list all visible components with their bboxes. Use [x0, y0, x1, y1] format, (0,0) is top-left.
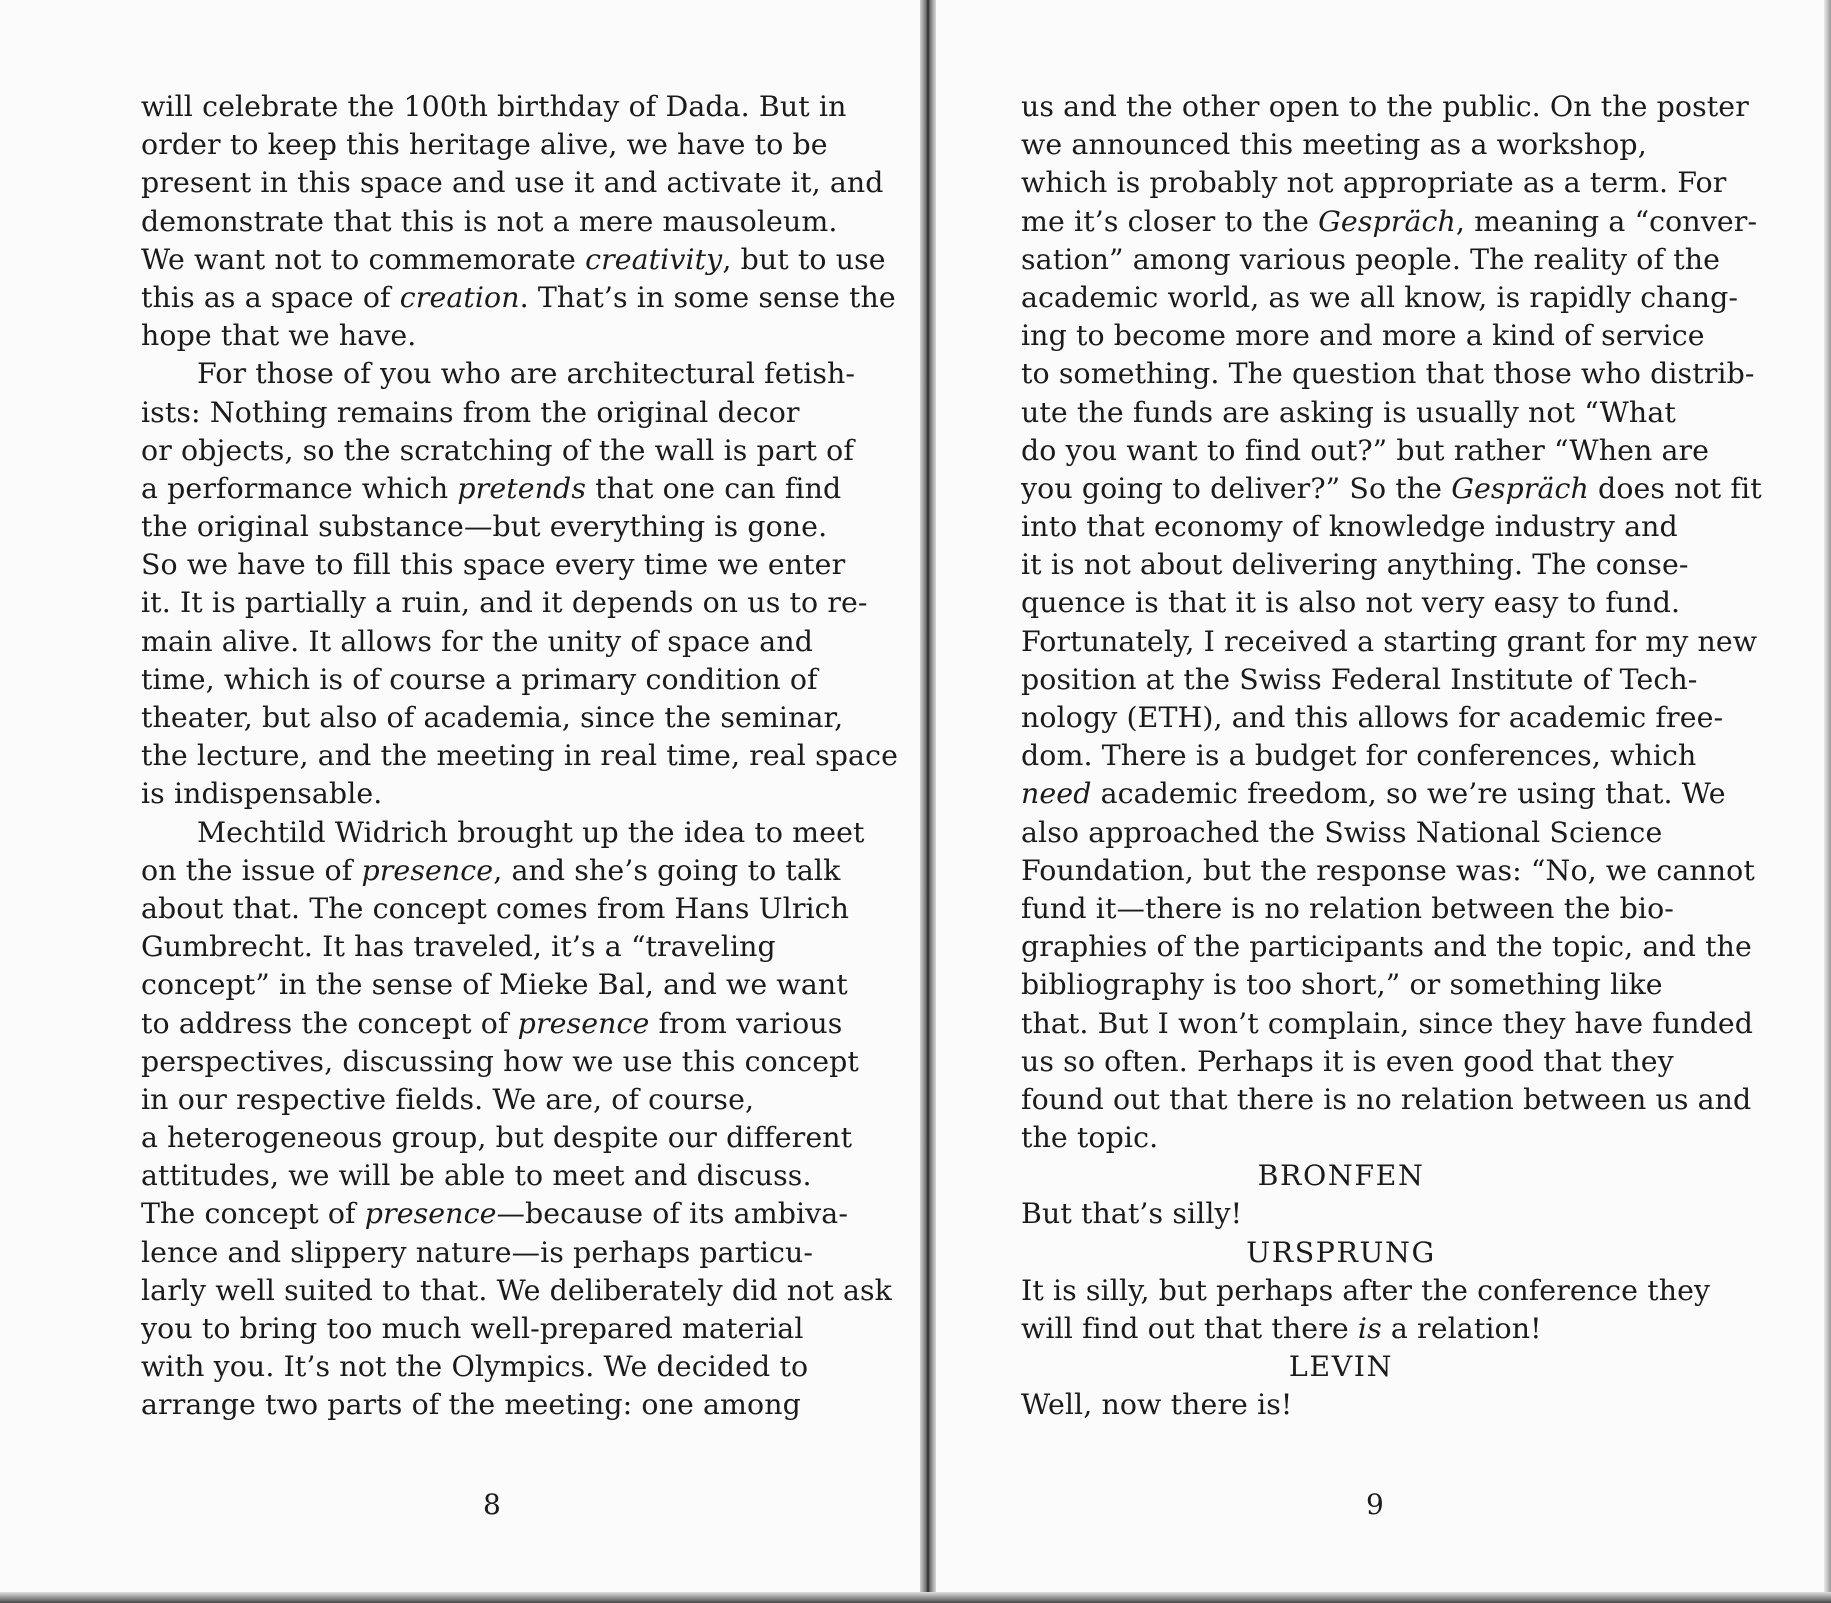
text-run: So we have to fill this space every time we enter: [141, 548, 846, 582]
text-line: [141, 88, 861, 126]
text-run: you to bring too much well-prepared material: [141, 1312, 804, 1345]
text-run: sation” among various people. The reality of the: [1021, 242, 1720, 276]
text-run: It is silly, but perhaps after the conference they: [1021, 1273, 1711, 1307]
text-run: , and she’s going to talk: [493, 853, 841, 887]
text-run: the original substance—but everything is gone.: [141, 510, 828, 544]
italic-text: is: [1357, 1312, 1382, 1345]
text-run: bibliography is too short,” or something like: [1021, 968, 1663, 1002]
text-run: LEVIN: [1288, 1350, 1394, 1384]
text-run: about that. The concept comes from Hans Ulrich: [141, 891, 850, 925]
italic-text: need: [1021, 777, 1092, 811]
text-run: it. It is partially a ruin, and it depends on us to re-: [141, 586, 868, 620]
text-line: [141, 852, 861, 890]
text-run: attitudes, we will be able to meet and discuss.: [141, 1159, 812, 1193]
text-line: [1021, 1005, 1754, 1043]
text-run: hope that we have.: [141, 319, 417, 353]
text-line: [141, 928, 861, 966]
text-line: [1021, 890, 1741, 928]
text-run: you going to deliver?” So the: [1021, 471, 1452, 505]
text-line: [1021, 1195, 1741, 1233]
speaker-name: [1021, 1157, 1661, 1195]
text-line: [1021, 1043, 1741, 1081]
text-line: [141, 164, 884, 202]
text-run: position at the Swiss Federal Institute of Tech-: [1021, 662, 1698, 696]
text-line: [141, 814, 865, 852]
text-line: [1021, 814, 1741, 852]
text-line: [141, 1348, 861, 1386]
text-line: [1021, 470, 1762, 508]
text-run: to address the concept of: [141, 1006, 518, 1040]
text-line: [141, 1386, 861, 1424]
text-run: a relation!: [1381, 1312, 1542, 1345]
italic-text: creation: [399, 280, 520, 314]
text-run: concept” in the sense of Mieke Bal, and we want: [141, 968, 848, 1002]
text-run: perspectives, discussing how we use this concept: [141, 1044, 859, 1078]
text-line: [141, 279, 896, 317]
text-run: Foundation, but the response was: “No, we cannot: [1021, 853, 1755, 887]
text-run: will find out that there: [1021, 1312, 1358, 1345]
right-page-text: [1021, 88, 1762, 1425]
text-line: [141, 546, 861, 584]
speaker-name: [1021, 1234, 1661, 1272]
italic-text: Gespräch: [1451, 471, 1589, 505]
text-run: found out that there is no relation between us and: [1021, 1082, 1752, 1116]
text-run: this as a space of: [141, 280, 400, 314]
text-line: [1021, 852, 1755, 890]
text-run: will celebrate the 100th birthday of Dada. But in: [141, 90, 847, 123]
text-run: The concept of: [141, 1197, 365, 1231]
page-edge-bottom: [0, 1592, 1831, 1603]
text-run: is indispensable.: [141, 777, 383, 811]
text-run: dom. There is a budget for conferences, which: [1021, 739, 1697, 773]
text-line: [1021, 508, 1741, 546]
text-line: [1021, 966, 1741, 1004]
text-line: [1021, 203, 1758, 241]
text-run: ute the funds are asking is usually not “What: [1021, 395, 1676, 429]
text-run: ing to become more and more a kind of service: [1021, 319, 1705, 353]
text-run: we announced this meeting as a workshop,: [1021, 128, 1647, 162]
left-page-text: [141, 88, 898, 1425]
text-line: [1021, 317, 1741, 355]
text-run: lence and slippery nature—is perhaps particu-: [141, 1235, 814, 1269]
page-number-right: 9: [1366, 1488, 1384, 1521]
text-line: [141, 661, 861, 699]
text-run: us and the other open to the public. On the poster: [1021, 90, 1749, 123]
text-run: on the issue of: [141, 853, 362, 887]
text-line: [1021, 1272, 1741, 1310]
page-number-left: 8: [483, 1488, 501, 1521]
text-run: Fortunately, I received a starting grant for my new: [1021, 624, 1758, 658]
text-run: larly well suited to that. We deliberately did not ask: [141, 1273, 892, 1307]
text-line: [141, 317, 861, 355]
text-run: fund it—there is no relation between the bio-: [1021, 891, 1674, 925]
speaker-name: [1021, 1348, 1661, 1386]
text-line: [1021, 775, 1741, 813]
italic-text: presence: [361, 853, 494, 887]
text-line: [1021, 126, 1741, 164]
text-line: [1021, 88, 1749, 126]
text-run: a heterogeneous group, but despite our different: [141, 1121, 853, 1155]
text-line: [141, 623, 861, 661]
italic-text: presence: [364, 1197, 497, 1231]
right-page: [936, 0, 1831, 1603]
text-run: also approached the Swiss National Science: [1021, 815, 1663, 849]
text-line: [1021, 164, 1741, 202]
text-line: [1021, 1119, 1741, 1157]
text-line: [141, 1081, 861, 1119]
text-run: us so often. Perhaps it is even good that they: [1021, 1044, 1674, 1078]
text-line: [141, 355, 861, 393]
text-run: But that’s silly!: [1021, 1197, 1243, 1231]
page-edge-right: [1824, 0, 1831, 1603]
text-line: [1021, 699, 1741, 737]
text-line: [1021, 1081, 1752, 1119]
text-line: [141, 394, 861, 432]
book-gutter: [920, 0, 936, 1603]
text-run: present in this space and use it and activate it, and: [141, 166, 884, 200]
text-run: which is probably not appropriate as a term. For: [1021, 166, 1727, 200]
text-line: [1021, 737, 1741, 775]
text-run: that. But I won’t complain, since they have funded: [1021, 1006, 1754, 1040]
text-line: [141, 1043, 861, 1081]
text-run: academic freedom, so we’re using that. We: [1091, 777, 1726, 811]
text-line: [141, 1005, 861, 1043]
text-line: [1021, 241, 1741, 279]
text-run: or objects, so the scratching of the wall is part of: [141, 433, 854, 467]
text-run: it is not about delivering anything. The conse-: [1021, 548, 1689, 582]
text-line: [141, 470, 861, 508]
text-line: [141, 1272, 892, 1310]
text-run: demonstrate that this is not a mere mausoleum.: [141, 204, 838, 238]
text-line: [141, 890, 861, 928]
text-run: We want not to commemorate: [141, 242, 586, 276]
text-run: Gumbrecht. It has traveled, it’s a “traveling: [141, 930, 776, 964]
text-run: order to keep this heritage alive, we have to be: [141, 128, 828, 162]
text-line: [1021, 394, 1741, 432]
text-line: [1021, 1310, 1741, 1348]
text-line: [141, 203, 861, 241]
italic-text: pretends: [457, 471, 586, 505]
text-run: , meaning a “conver-: [1455, 204, 1758, 238]
text-line: [141, 1234, 861, 1272]
text-line: [1021, 546, 1741, 584]
text-line: [141, 966, 861, 1004]
text-run: Mechtild Widrich brought up the idea to meet: [197, 815, 865, 849]
text-line: [141, 508, 861, 546]
italic-text: creativity: [585, 242, 723, 276]
text-run: from various: [649, 1006, 843, 1040]
text-run: Well, now there is!: [1021, 1388, 1293, 1422]
text-line: [141, 1157, 861, 1195]
text-run: does not fit: [1588, 471, 1762, 505]
text-run: to something. The question that those who distrib-: [1021, 357, 1755, 391]
text-run: BRONFEN: [1257, 1159, 1425, 1193]
text-run: that one can find: [586, 471, 842, 505]
text-line: [141, 241, 886, 279]
text-run: quence is that it is also not very easy to fund.: [1021, 586, 1681, 620]
text-run: do you want to find out?” but rather “When are: [1021, 433, 1710, 467]
text-run: with you. It’s not the Olympics. We decided to: [141, 1350, 809, 1384]
text-line: [141, 584, 868, 622]
text-line: [1021, 661, 1741, 699]
text-line: [141, 699, 861, 737]
text-line: [141, 126, 861, 164]
text-run: , but to use: [722, 242, 886, 276]
text-run: ists: Nothing remains from the original decor: [141, 395, 800, 429]
text-run: —because of its ambiva-: [496, 1197, 849, 1231]
text-run: arrange two parts of the meeting: one among: [141, 1388, 801, 1422]
text-run: URSPRUNG: [1246, 1235, 1436, 1269]
text-line: [141, 1310, 861, 1348]
text-line: [1021, 355, 1755, 393]
text-run: the topic.: [1021, 1121, 1159, 1155]
italic-text: presence: [517, 1006, 650, 1040]
text-run: academic world, as we all know, is rapidly chang-: [1021, 280, 1739, 314]
text-line: [1021, 623, 1758, 661]
text-run: nology (ETH), and this allows for academic free-: [1021, 701, 1724, 734]
text-line: [141, 1195, 861, 1233]
text-run: time, which is of course a primary condition of: [141, 662, 818, 696]
text-run: . That’s in some sense the: [519, 280, 896, 314]
text-line: [1021, 928, 1752, 966]
text-run: in our respective fields. We are, of course,: [141, 1082, 755, 1116]
text-line: [1021, 584, 1741, 622]
text-run: me it’s closer to the: [1021, 204, 1319, 238]
text-line: [1021, 432, 1741, 470]
text-run: theater, but also of academia, since the seminar,: [141, 701, 844, 734]
text-run: a performance which: [141, 471, 458, 505]
italic-text: Gespräch: [1318, 204, 1456, 238]
text-run: For those of you who are architectural fetish-: [197, 357, 856, 391]
text-run: into that economy of knowledge industry and: [1021, 510, 1678, 544]
text-line: [1021, 1386, 1741, 1424]
text-line: [141, 775, 861, 813]
text-line: [1021, 279, 1741, 317]
text-run: graphies of the participants and the topic, and the: [1021, 930, 1752, 964]
text-line: [141, 432, 861, 470]
text-line: [141, 1119, 861, 1157]
text-run: main alive. It allows for the unity of space and: [141, 624, 813, 658]
text-line: [141, 737, 898, 775]
text-run: the lecture, and the meeting in real time, real space: [141, 739, 898, 773]
